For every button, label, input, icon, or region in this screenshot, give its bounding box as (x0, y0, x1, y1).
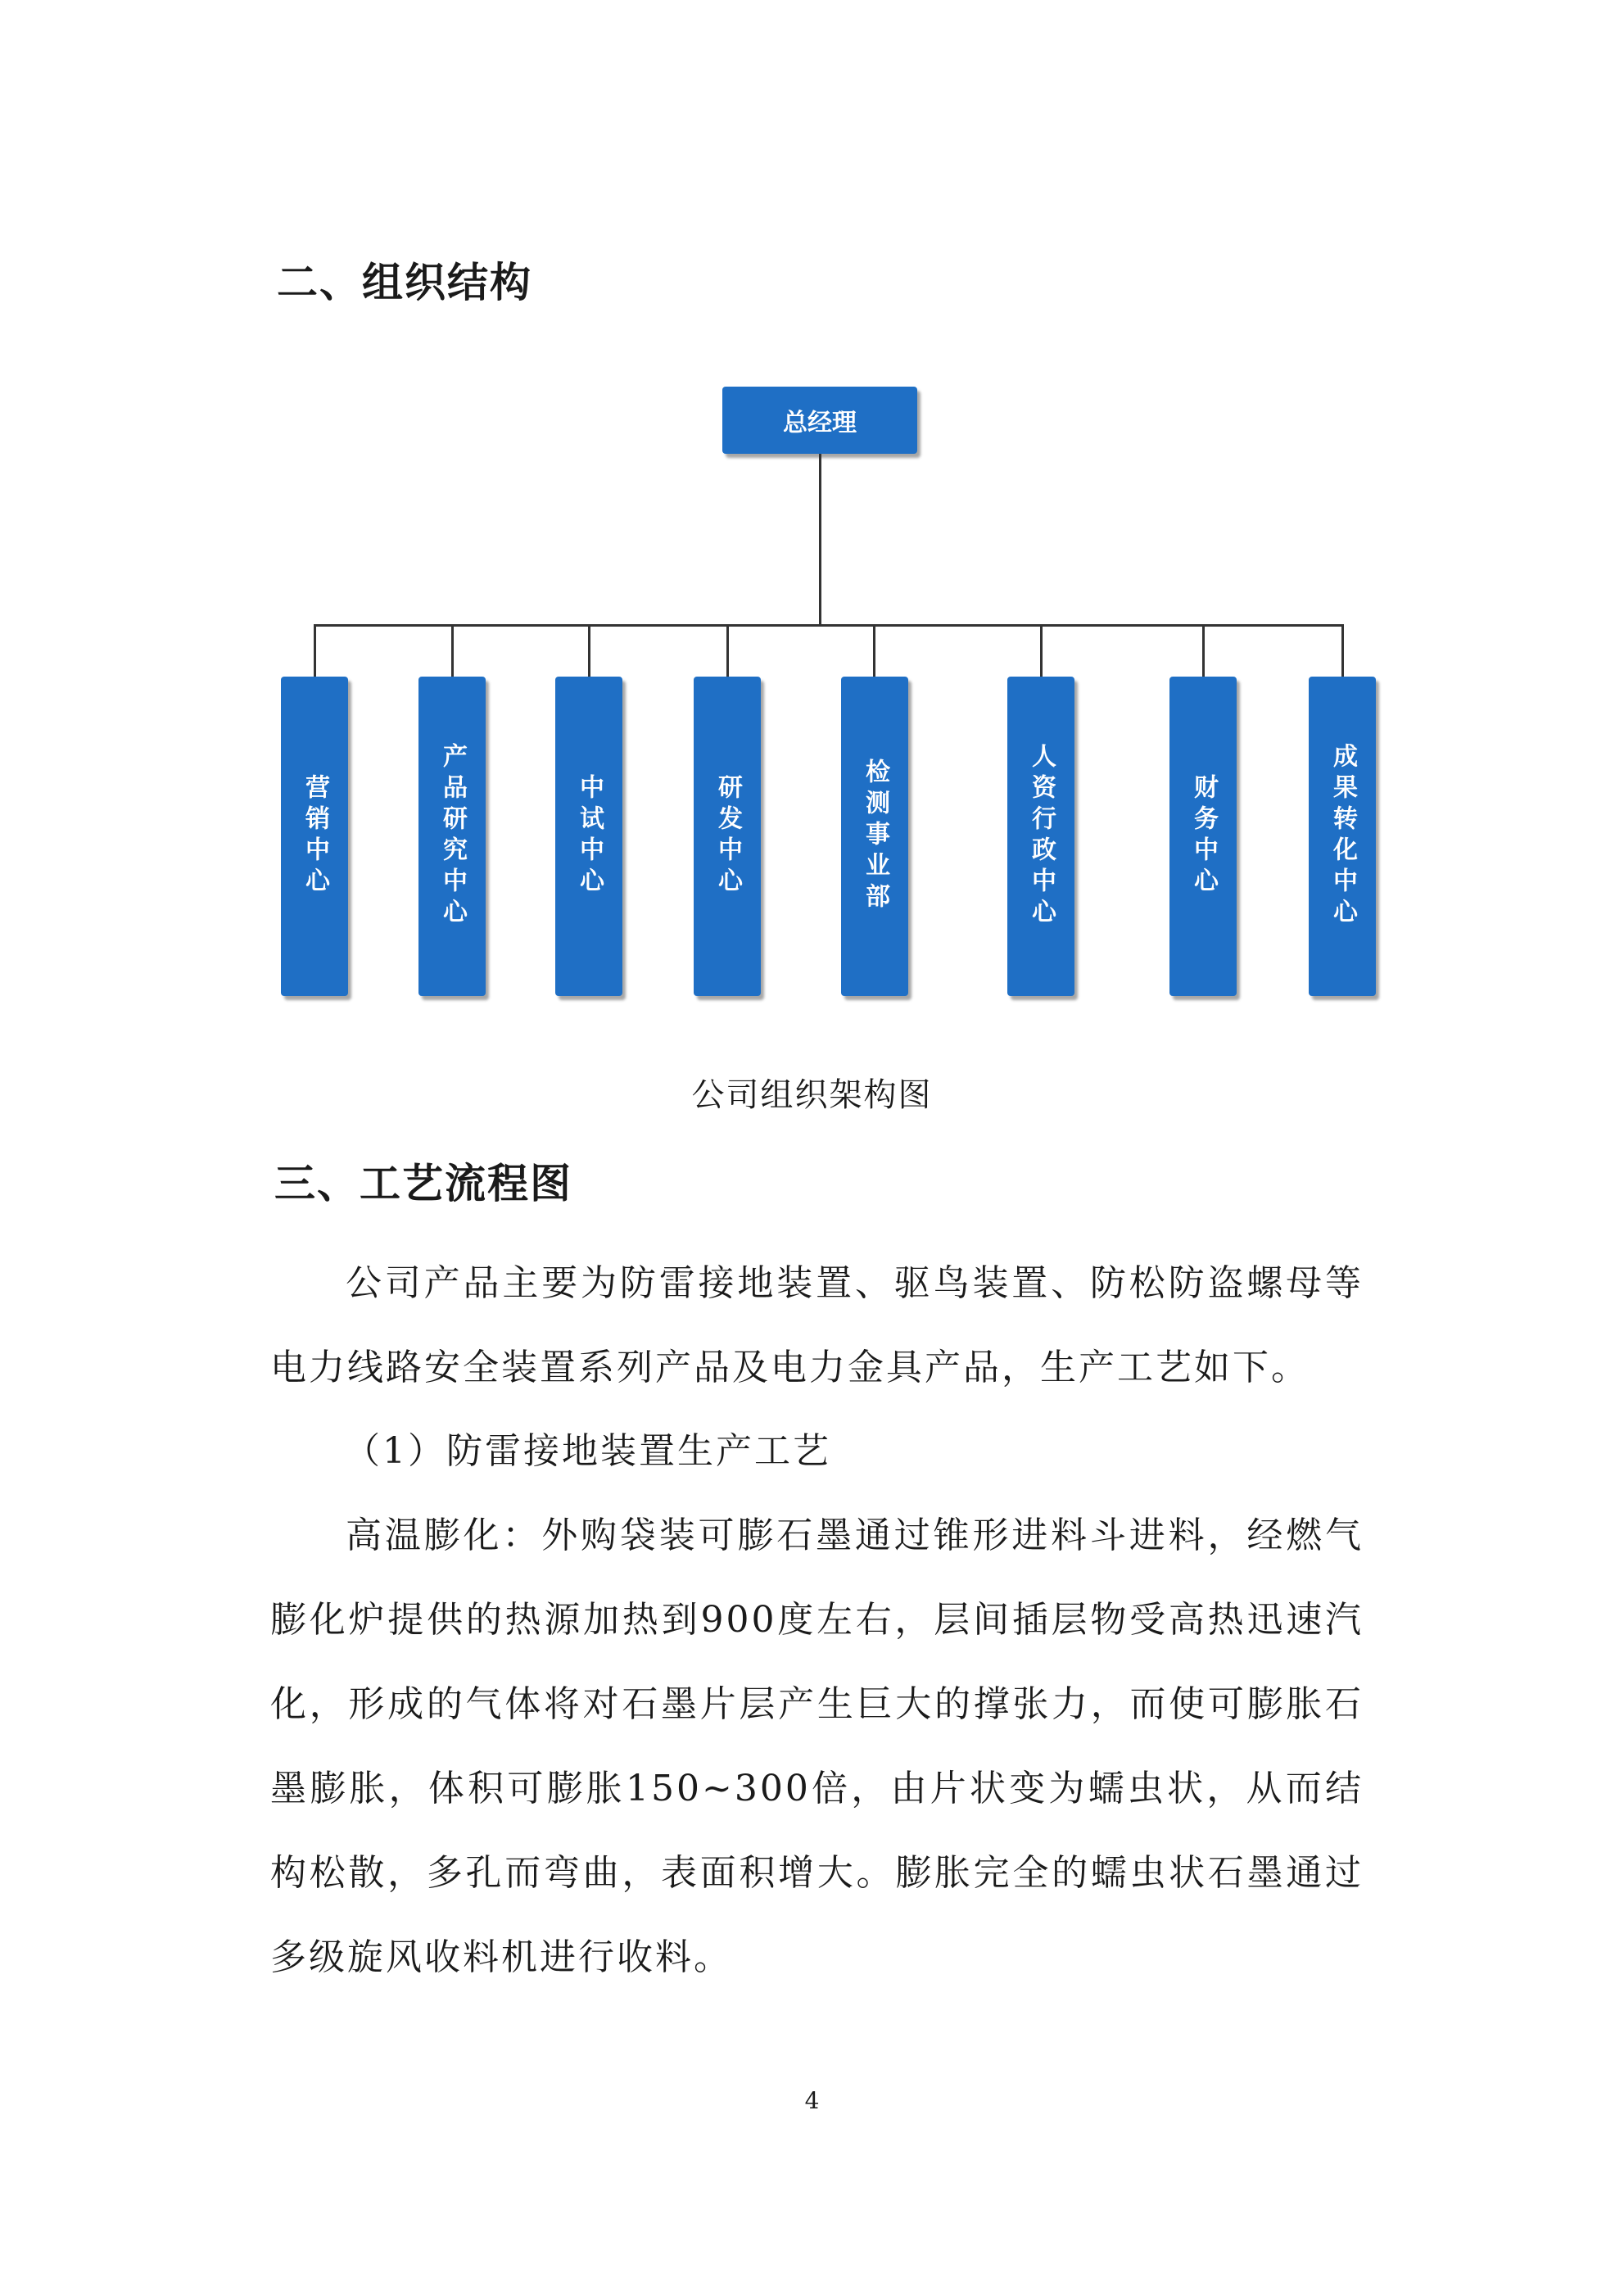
connector-drop-1 (314, 624, 316, 677)
connector-drop-6 (1040, 624, 1043, 677)
org-node-department: 检测事业部 (841, 677, 908, 996)
org-node-department: 中试中心 (555, 677, 622, 996)
connector-drop-8 (1341, 624, 1344, 677)
connector-drop-2 (451, 624, 454, 677)
section-heading-org-structure: 二、组织结构 (277, 259, 532, 306)
intro-paragraph: 公司产品主要为防雷接地装置、驱鸟装置、防松防盗螺母等电力线路安全装置系列产品及电力金具产品，生产工艺如下。 (270, 1262, 1364, 1388)
org-node-department: 成果转化中心 (1309, 677, 1376, 996)
connector-drop-3 (588, 624, 590, 677)
org-node-department: 产品研究中心 (418, 677, 486, 996)
connector-root-vertical (819, 454, 821, 626)
org-node-department: 研发中心 (694, 677, 761, 996)
org-node-department: 营销中心 (281, 677, 348, 996)
section-heading-process-flow: 三、工艺流程图 (274, 1160, 572, 1207)
connector-drop-4 (726, 624, 729, 677)
figure-caption: 公司组织架构图 (691, 1076, 933, 1114)
page-number: 4 (804, 2087, 820, 2114)
process-paragraph: 高温膨化：外购袋装可膨石墨通过锥形进料斗进料，经燃气膨化炉提供的热源加热到900度左右，层间插层物受高热迅速汽化，形成的气体将对石墨片层产生巨大的撑张力，而使可膨胀石墨膨胀，体积可膨胀150~300倍，由片状变为蠕虫状，从而结构松散，多孔而弯曲，表面积增大。膨胀完全的蠕虫状石墨通过多级旋风收料机进行收料。 (270, 1515, 1364, 1978)
org-node-department: 财务中心 (1169, 677, 1237, 996)
subheading-lightning-grounding: （1）防雷接地装置生产工艺 (344, 1430, 831, 1472)
connector-drop-5 (873, 624, 875, 677)
connector-drop-7 (1202, 624, 1205, 677)
org-node-general-manager: 总经理 (722, 387, 917, 454)
org-node-department: 人资行政中心 (1007, 677, 1074, 996)
connector-horizontal (314, 624, 1344, 627)
